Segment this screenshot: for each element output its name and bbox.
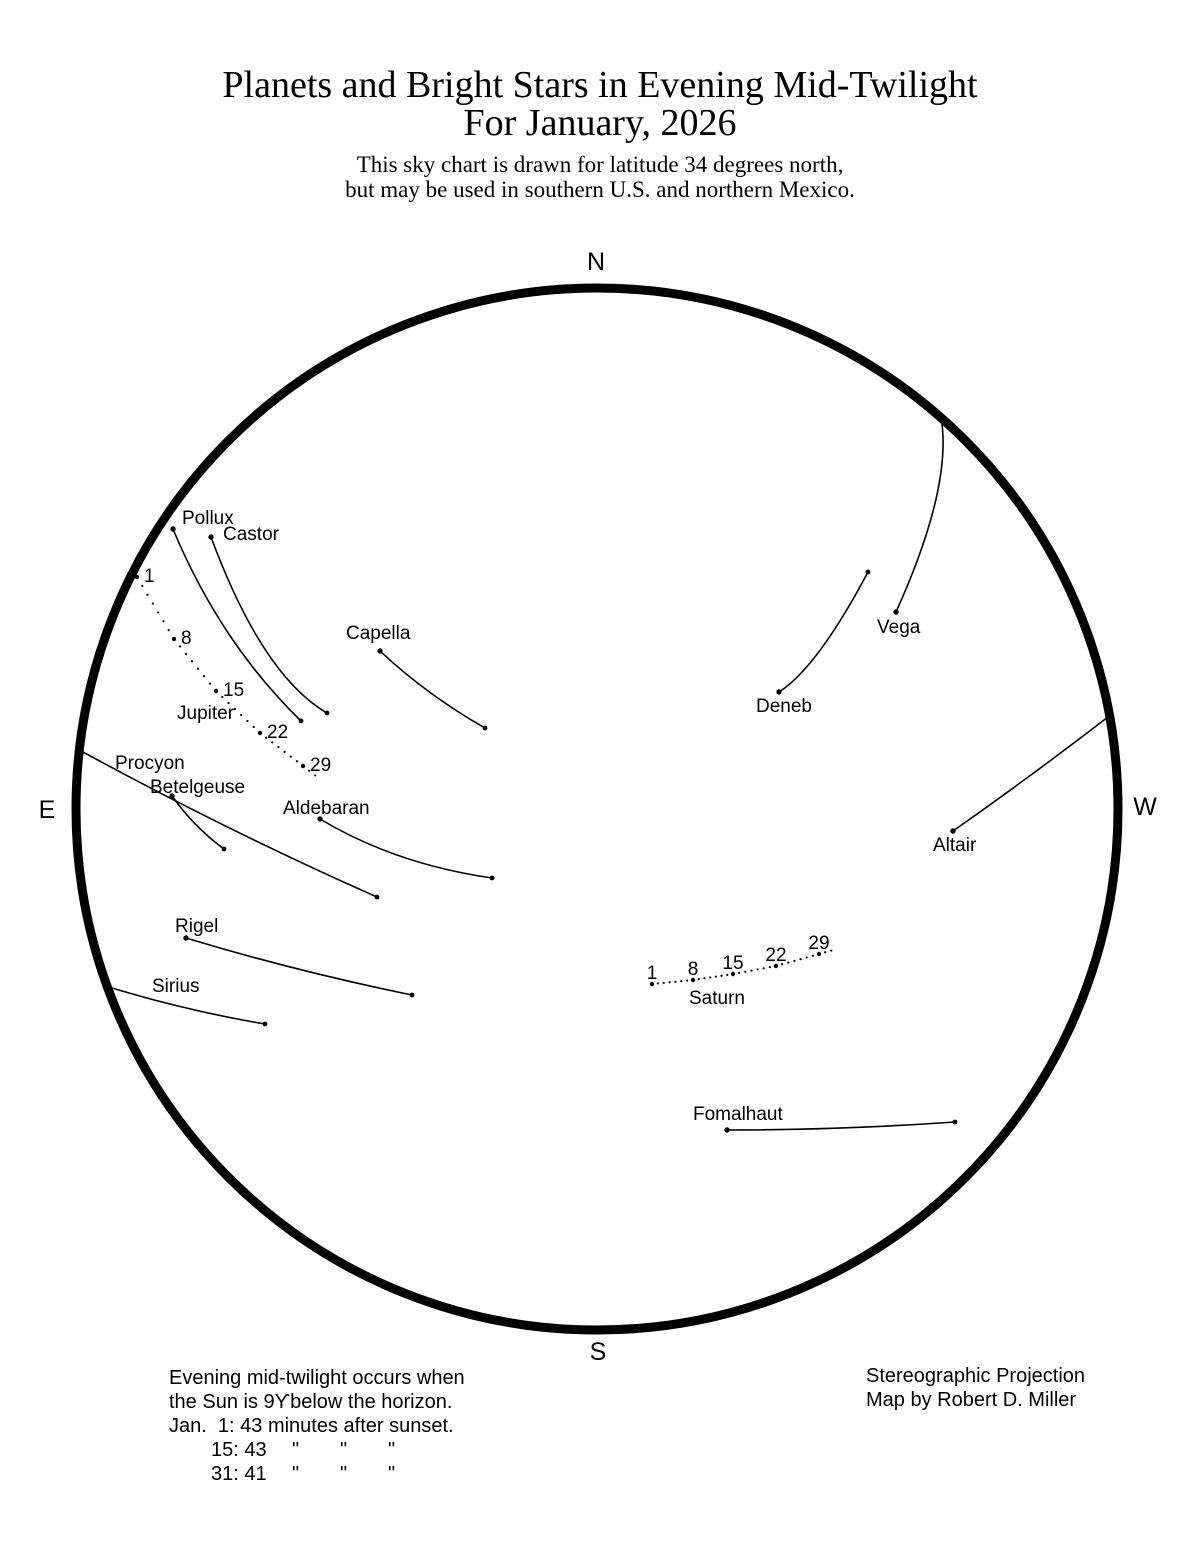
planet-path-dot-saturn [709, 976, 711, 978]
planet-path-dot-saturn [830, 949, 832, 951]
star-label-pollux: Pollux [182, 508, 234, 529]
cardinal-label-n: N [586, 248, 606, 276]
star-label-rigel: Rigel [175, 916, 219, 937]
planet-day-label-saturn-8: 8 [687, 959, 699, 980]
planet-path-dot-jupiter [185, 653, 187, 655]
footer-note-segment-3: 15: 43 [211, 1439, 267, 1461]
star-label-vega: Vega [877, 617, 921, 638]
projection-credit-line2: Map by Robert D. Miller [866, 1389, 1077, 1411]
footer-note-segment-6: " [388, 1439, 396, 1461]
star-trail-deneb [779, 572, 868, 692]
star-trail-end-dot-castor [325, 711, 330, 716]
star-label-betelgeuse: Betelgeuse [150, 777, 246, 798]
planet-path-dot-saturn [720, 975, 722, 977]
planet-path-dot-saturn [674, 981, 676, 983]
page-title-line1: Planets and Bright Stars in Evening Mid-Twilight [222, 64, 978, 106]
planet-day-label-jupiter-8: 8 [181, 628, 192, 649]
page-subtitle-line1: This sky chart is drawn for latitude 34 degrees north, [356, 152, 844, 177]
planet-path-dot-saturn [763, 967, 765, 969]
planet-path-dot-jupiter [240, 714, 242, 716]
star-dot-vega [893, 609, 898, 614]
star-trail-aldebaran [320, 819, 492, 878]
star-trail-capella [380, 651, 485, 728]
star-trail-end-dot-capella [483, 726, 488, 731]
footer-note-segment-9: " [340, 1463, 348, 1485]
page-subtitle-line2: but may be used in southern U.S. and northern Mexico. [345, 177, 855, 202]
planet-day-label-jupiter-1: 1 [144, 566, 155, 587]
planet-day-label-saturn-15: 15 [722, 953, 744, 974]
star-trail-end-dot-fomalhaut [953, 1120, 958, 1125]
footer-note-segment-0: Evening mid-twilight occurs when [169, 1367, 465, 1389]
star-dot-capella [377, 648, 382, 653]
planet-path-dot-saturn [663, 982, 665, 984]
star-label-capella: Capella [346, 623, 411, 644]
planet-day-label-saturn-1: 1 [646, 963, 658, 984]
planet-path-dot-jupiter [290, 755, 292, 757]
star-trail-altair [953, 717, 1108, 831]
planet-day-label-saturn-22: 22 [765, 945, 787, 966]
planet-path-dot-saturn [744, 971, 746, 973]
planet-day-label-jupiter-29: 29 [310, 755, 332, 776]
planet-day-label-saturn-29: 29 [808, 933, 830, 954]
star-trail-end-dot-deneb [866, 570, 871, 575]
cardinal-label-w: W [1133, 793, 1157, 821]
planet-label-saturn: Saturn [689, 988, 745, 1009]
planet-path-dot-saturn [806, 956, 808, 958]
star-label-castor: Castor [223, 524, 279, 545]
planet-day-dot-jupiter-1 [135, 575, 139, 579]
star-label-altair: Altair [933, 835, 977, 856]
planet-path-dot-jupiter [203, 675, 205, 677]
footer-note-segment-4: " [292, 1439, 300, 1461]
footer-note-segment-2: Jan. 1: 43 minutes after sunset. [169, 1415, 454, 1437]
planet-path-dot-jupiter [253, 726, 255, 728]
footer-note-segment-1: the Sun is 9ϒbelow the horizon. [169, 1391, 453, 1413]
planet-path-dot-jupiter [157, 611, 159, 613]
planet-day-dot-jupiter-15 [214, 689, 218, 693]
planet-path-dot-saturn [668, 981, 670, 983]
star-trail-vega [896, 417, 943, 612]
horizon-circle [76, 288, 1118, 1330]
planet-day-dot-jupiter-8 [172, 637, 176, 641]
cardinal-label-s: S [589, 1338, 607, 1366]
star-dot-fomalhaut [724, 1127, 729, 1132]
planet-day-label-jupiter-22: 22 [267, 722, 289, 743]
star-trail-end-dot-pollux [299, 719, 304, 724]
star-dot-altair [950, 828, 955, 833]
star-trail-rigel [186, 938, 412, 995]
star-label-procyon: Procyon [115, 753, 185, 774]
planet-path-dot-saturn [703, 977, 705, 979]
planet-path-dot-jupiter [209, 682, 211, 684]
footer-note-segment-5: " [340, 1439, 348, 1461]
footer-note-segment-10: " [388, 1463, 396, 1485]
star-dot-deneb [776, 689, 781, 694]
planet-path-dot-saturn [769, 966, 771, 968]
star-label-sirius: Sirius [152, 976, 200, 997]
planet-path-dot-saturn [680, 980, 682, 982]
cardinal-label-e: E [38, 796, 56, 824]
planet-path-dot-saturn [793, 960, 795, 962]
star-trail-end-dot-rigel [410, 993, 415, 998]
star-dot-castor [208, 534, 213, 539]
planet-path-dot-jupiter [168, 629, 170, 631]
footer-note-segment-8: " [292, 1463, 300, 1485]
planet-path-dot-jupiter [234, 708, 236, 710]
planet-path-dot-saturn [799, 958, 801, 960]
star-label-aldebaran: Aldebaran [283, 798, 370, 819]
planet-path-dot-jupiter [277, 746, 279, 748]
planet-day-label-jupiter-15: 15 [223, 680, 245, 701]
planet-label-jupiter: Jupiter [177, 703, 235, 724]
planet-path-dot-saturn [812, 955, 814, 957]
star-trail-end-dot-sirius [263, 1022, 268, 1027]
page-title-line2: For January, 2026 [463, 102, 737, 144]
planet-path-dot-jupiter [191, 660, 193, 662]
planet-path-dot-jupiter [152, 602, 154, 604]
planet-path-dot-saturn [750, 969, 752, 971]
star-trail-end-dot-aldebaran [490, 876, 495, 881]
planet-path-dot-jupiter [283, 751, 285, 753]
projection-credit [866, 1364, 1085, 1412]
planet-path-dot-jupiter [246, 720, 248, 722]
projection-credit-line1: Stereographic Projection [866, 1365, 1086, 1387]
footer-note-segment-7: 31: 41 [211, 1463, 267, 1485]
planet-path-dot-jupiter [296, 760, 298, 762]
star-trail-end-dot-procyon [375, 895, 380, 900]
planet-day-dot-jupiter-22 [258, 731, 262, 735]
planet-path-dot-saturn [787, 961, 789, 963]
planet-path-dot-saturn [715, 975, 717, 977]
star-label-deneb: Deneb [756, 696, 812, 717]
star-label-fomalhaut: Fomalhaut [693, 1104, 783, 1125]
planet-path-dot-jupiter [197, 668, 199, 670]
planet-path-dot-saturn [756, 968, 758, 970]
planet-path-dot-saturn [726, 974, 728, 976]
star-dot-pollux [170, 526, 175, 531]
star-trail-end-dot-betelgeuse [222, 847, 227, 852]
planet-path-dot-jupiter [162, 620, 164, 622]
planet-day-dot-jupiter-29 [301, 764, 305, 768]
planet-path-dot-jupiter [146, 594, 148, 596]
